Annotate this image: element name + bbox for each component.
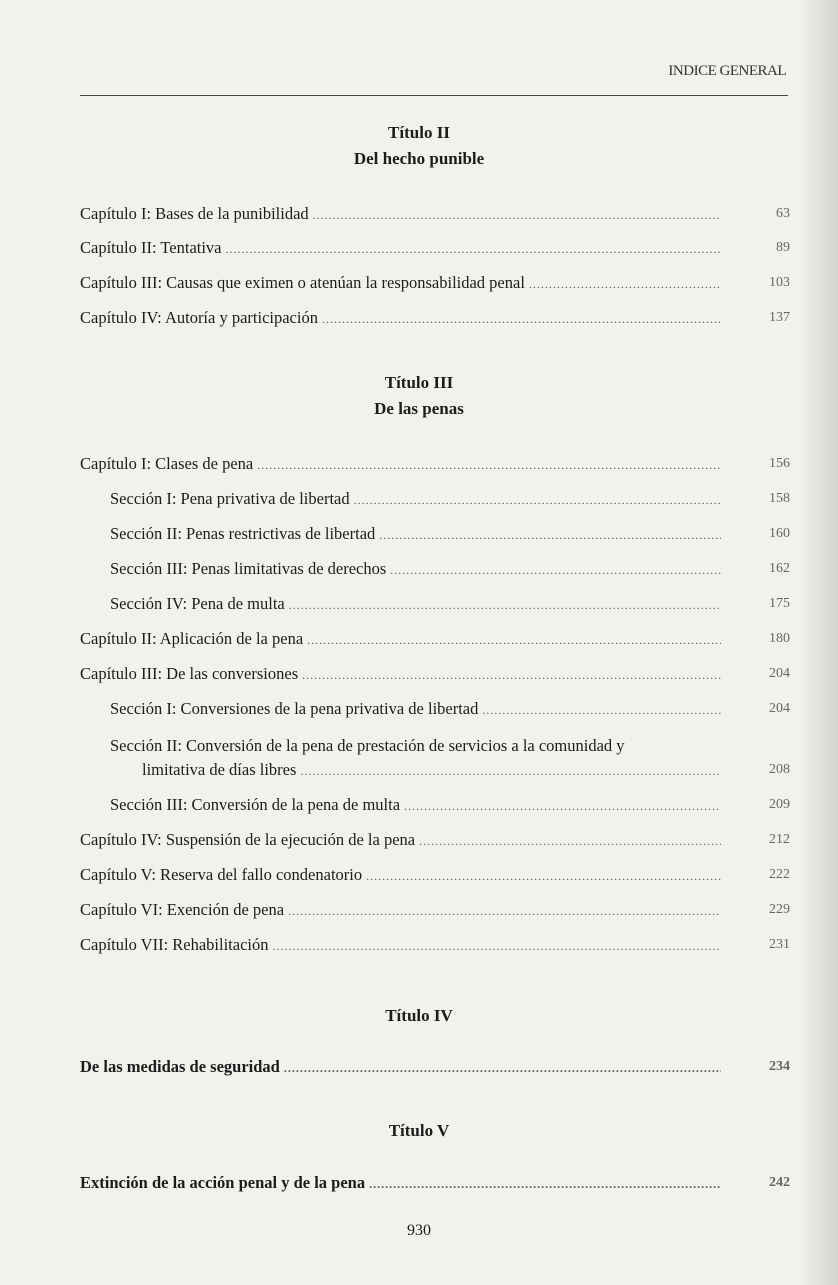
dot-leader — [226, 239, 721, 259]
toc-entry-label: Extinción de la acción penal y de la pena — [80, 1173, 366, 1192]
toc-entry[interactable] — [80, 273, 790, 294]
dot-leader — [366, 866, 721, 886]
toc-entry[interactable] — [80, 935, 790, 956]
toc-entry-label: Capítulo VI: Exención de pena — [80, 900, 285, 919]
toc-entry[interactable] — [80, 1173, 790, 1194]
toc-entry-page: 103 — [769, 275, 790, 290]
toc-entry[interactable] — [110, 699, 790, 720]
toc-entry-label: Capítulo I: Clases de pena — [80, 454, 254, 473]
section-title-name: Del hecho punible — [353, 149, 485, 168]
dot-leader — [419, 831, 721, 851]
toc-entry-page: 162 — [769, 561, 790, 576]
header-rule — [80, 95, 788, 96]
toc-entry[interactable] — [142, 760, 790, 781]
toc-entry-label: Sección III: Penas limitativas de derechos — [110, 559, 387, 578]
toc-entry[interactable] — [80, 308, 790, 329]
toc-entry-page: 89 — [776, 240, 790, 255]
toc-entry-page: 208 — [769, 762, 790, 777]
toc-entry-label: Capítulo II: Tentativa — [80, 238, 222, 257]
toc-entry-label: Sección I: Pena privativa de libertad — [110, 489, 350, 508]
toc-entry-page: 212 — [769, 832, 790, 847]
toc-entry-page: 204 — [769, 701, 790, 716]
toc-entry-label: Sección II: Penas restrictivas de libertad — [110, 524, 376, 543]
toc-entry-page: 229 — [769, 902, 790, 917]
running-head: INDICE GENERAL — [668, 63, 786, 79]
section-title-number: Título V — [388, 1121, 450, 1140]
dot-leader — [307, 630, 721, 650]
dot-leader — [482, 700, 721, 720]
dot-leader — [390, 560, 721, 580]
toc-entry-label: Capítulo V: Reserva del fallo condenatorio — [80, 865, 363, 884]
page-edge-shadow — [798, 0, 838, 1285]
dot-leader — [379, 525, 721, 545]
toc-entry-page: 156 — [769, 456, 790, 471]
toc-entry-page: 63 — [776, 206, 790, 221]
toc-entry[interactable] — [80, 1057, 790, 1078]
toc-entry[interactable] — [110, 795, 790, 816]
dot-leader — [404, 796, 721, 816]
toc-entry-label: Capítulo IV: Suspensión de la ejecución de la pena — [80, 830, 416, 849]
dot-leader — [288, 901, 721, 921]
dot-leader — [322, 309, 721, 329]
section-title-number: Título II — [388, 123, 450, 142]
section-title-number: Título III — [384, 373, 454, 392]
dot-leader — [300, 761, 721, 781]
toc-entry-label: Capítulo II: Aplicación de la pena — [80, 629, 304, 648]
toc-entry[interactable] — [80, 664, 790, 685]
toc-entry[interactable] — [80, 830, 790, 851]
toc-entry-label: Sección IV: Pena de multa — [110, 594, 285, 613]
toc-entry-page: 234 — [769, 1059, 790, 1074]
toc-entry-label: Capítulo III: De las conversiones — [80, 664, 299, 683]
toc-entry-page: 180 — [769, 631, 790, 646]
toc-entry[interactable] — [110, 559, 790, 580]
dot-leader — [289, 595, 721, 615]
dot-leader — [302, 665, 721, 685]
toc-entry-label: Capítulo IV: Autoría y participación — [80, 308, 318, 327]
toc-entry-label: Capítulo III: Causas que eximen o atenúan la responsabilidad penal — [80, 273, 525, 292]
toc-entry[interactable] — [110, 524, 790, 545]
toc-entry-label: Sección III: Conversión de la pena de multa — [110, 795, 401, 814]
dot-leader — [313, 205, 721, 225]
toc-entry[interactable] — [80, 454, 790, 475]
toc-entry[interactable] — [80, 900, 790, 921]
dot-leader — [354, 490, 721, 510]
toc-entry-page: 209 — [769, 797, 790, 812]
toc-entry[interactable] — [80, 238, 790, 259]
toc-entry-page: 242 — [769, 1175, 790, 1190]
toc-entry-label-line1: Sección II: Conversión de la pena de prestación de servicios a la comunidad y — [110, 736, 625, 755]
toc-entry-page: 231 — [769, 937, 790, 952]
dot-leader — [273, 936, 722, 956]
section-title-number: Título IV — [385, 1006, 453, 1025]
toc-entry[interactable] — [110, 594, 790, 615]
toc-entry-page: 160 — [769, 526, 790, 541]
toc-entry-page: 158 — [769, 491, 790, 506]
dot-leader — [284, 1058, 721, 1078]
toc-entry-page: 204 — [769, 666, 790, 681]
toc-entry[interactable] — [80, 865, 790, 886]
toc-entry-page: 175 — [769, 596, 790, 611]
dot-leader — [369, 1174, 721, 1194]
toc-entry-label: limitativa de días libres — [142, 760, 297, 779]
toc-entry-label: De las medidas de seguridad — [80, 1057, 280, 1076]
toc-entry-label: Capítulo VII: Rehabilitación — [80, 935, 269, 954]
dot-leader — [257, 455, 721, 475]
toc-entry-label: Sección I: Conversiones de la pena privativa de libertad — [110, 699, 479, 718]
page-number: 930 — [407, 1222, 431, 1239]
toc-entry[interactable] — [80, 629, 790, 650]
toc-entry[interactable] — [80, 204, 790, 225]
toc-entry-page: 137 — [769, 310, 790, 325]
toc-entry-page: 222 — [769, 867, 790, 882]
toc-entry-label: Capítulo I: Bases de la punibilidad — [80, 204, 309, 223]
dot-leader — [529, 274, 721, 294]
toc-entry[interactable] — [110, 489, 790, 510]
section-title-name: De las penas — [374, 399, 464, 418]
